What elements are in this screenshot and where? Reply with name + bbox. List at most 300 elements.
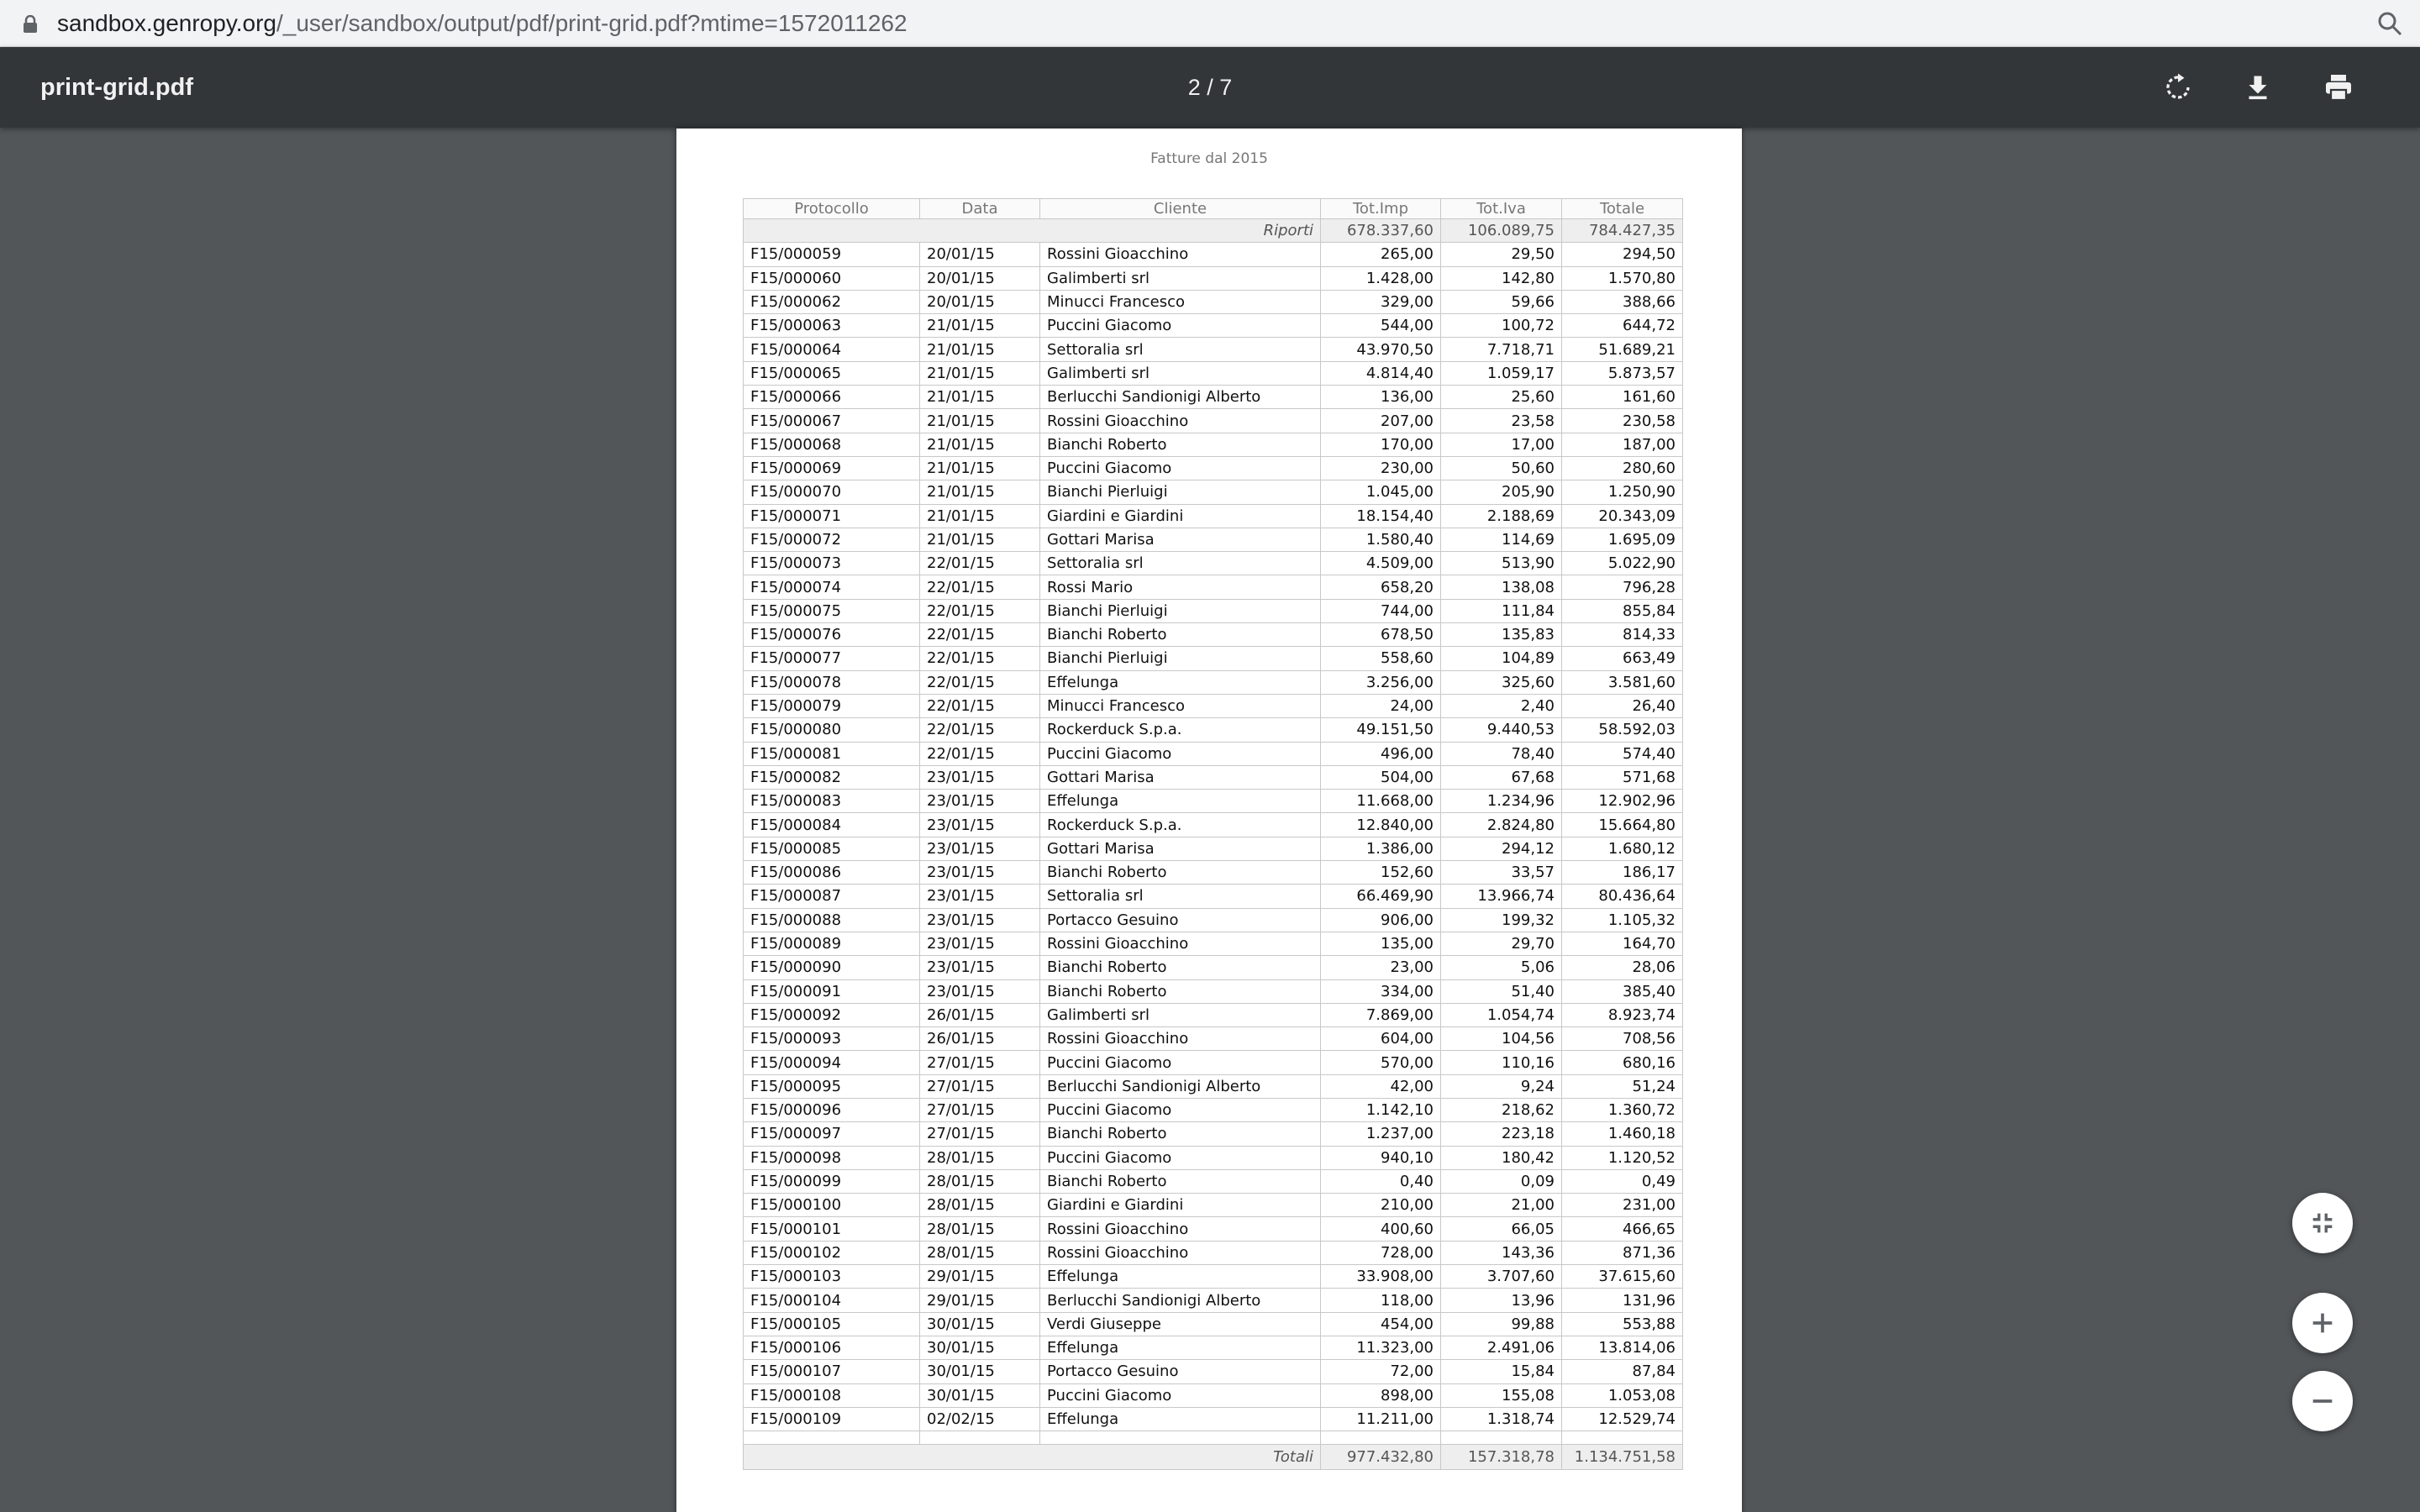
protocollo-cell: F15/000090: [744, 956, 920, 979]
totale-cell: 796,28: [1562, 575, 1683, 599]
zoom-in-button[interactable]: [2292, 1293, 2353, 1353]
data-cell: 23/01/15: [920, 908, 1040, 932]
protocollo-cell: F15/000063: [744, 314, 920, 338]
page-header: Fatture dal 2015: [1150, 150, 1268, 167]
totale-cell: 3.581,60: [1562, 670, 1683, 694]
data-cell: 22/01/15: [920, 623, 1040, 647]
tot-imp-cell: 728,00: [1321, 1241, 1441, 1264]
data-cell: 22/01/15: [920, 552, 1040, 575]
url-path: /_user/sandbox/output/pdf/print-grid.pdf?mtime=1572011262: [276, 10, 908, 36]
table-row: [744, 647, 1683, 670]
protocollo-cell: F15/000095: [744, 1074, 920, 1098]
protocollo-cell: F15/000082: [744, 765, 920, 789]
table-row: [744, 742, 1683, 765]
protocollo-cell: F15/000081: [744, 742, 920, 765]
data-cell: 23/01/15: [920, 956, 1040, 979]
data-cell: 21/01/15: [920, 504, 1040, 528]
totale-cell: 1.105,32: [1562, 908, 1683, 932]
data-cell: 30/01/15: [920, 1383, 1040, 1407]
table-row: [744, 1312, 1683, 1336]
totale-cell: 28,06: [1562, 956, 1683, 979]
totale-cell: 1.053,08: [1562, 1383, 1683, 1407]
tot-imp-cell: 49.151,50: [1321, 718, 1441, 742]
table-row: [744, 861, 1683, 885]
totali-row: [744, 1445, 1683, 1470]
column-header: Tot.Iva: [1441, 199, 1562, 219]
tot-imp-cell: 42,00: [1321, 1074, 1441, 1098]
data-cell: 20/01/15: [920, 290, 1040, 313]
table-row: [744, 1217, 1683, 1241]
table-row: [744, 1383, 1683, 1407]
data-cell: 02/02/15: [920, 1407, 1040, 1431]
cliente-cell: Berlucchi Sandionigi Alberto: [1040, 386, 1321, 409]
totale-cell: 385,40: [1562, 979, 1683, 1003]
cliente-cell: Rockerduck S.p.a.: [1040, 813, 1321, 837]
tot-iva-cell: 100,72: [1441, 314, 1562, 338]
tot-iva-cell: 1.234,96: [1441, 790, 1562, 813]
data-cell: 27/01/15: [920, 1122, 1040, 1146]
table-row: [744, 694, 1683, 717]
protocollo-cell: F15/000078: [744, 670, 920, 694]
cliente-cell: Puccini Giacomo: [1040, 742, 1321, 765]
data-cell: 30/01/15: [920, 1336, 1040, 1359]
tot-iva-cell: 5,06: [1441, 956, 1562, 979]
tot-iva-cell: 325,60: [1441, 670, 1562, 694]
tot-imp-cell: 558,60: [1321, 647, 1441, 670]
protocollo-cell: F15/000077: [744, 647, 920, 670]
protocollo-cell: F15/000062: [744, 290, 920, 313]
pdf-page: [676, 129, 1742, 1512]
table-row: [744, 314, 1683, 338]
data-cell: 27/01/15: [920, 1098, 1040, 1121]
tot-imp-cell: 544,00: [1321, 314, 1441, 338]
protocollo-cell: F15/000085: [744, 837, 920, 860]
tot-imp-cell: 12.840,00: [1321, 813, 1441, 837]
column-header: Tot.Imp: [1321, 199, 1441, 219]
totale-cell: 1.680,12: [1562, 837, 1683, 860]
protocollo-cell: F15/000105: [744, 1312, 920, 1336]
tot-iva-cell: 59,66: [1441, 290, 1562, 313]
data-cell: 30/01/15: [920, 1312, 1040, 1336]
document-title: print-grid.pdf: [40, 74, 194, 101]
totale-cell: 1.250,90: [1562, 480, 1683, 504]
tot-iva-cell: 9,24: [1441, 1074, 1562, 1098]
tot-iva-cell: 50,60: [1441, 456, 1562, 480]
totale-cell: 231,00: [1562, 1194, 1683, 1217]
print-icon: [2323, 72, 2354, 102]
tot-imp-cell: 72,00: [1321, 1360, 1441, 1383]
protocollo-cell: F15/000088: [744, 908, 920, 932]
cliente-cell: Effelunga: [1040, 1265, 1321, 1289]
cliente-cell: Settoralia srl: [1040, 885, 1321, 908]
table-row: [744, 1169, 1683, 1193]
table-row: [744, 1241, 1683, 1264]
table-row: [744, 1051, 1683, 1074]
protocollo-cell: F15/000094: [744, 1051, 920, 1074]
cliente-cell: Settoralia srl: [1040, 338, 1321, 361]
data-cell: 22/01/15: [920, 599, 1040, 622]
cliente-cell: Bianchi Roberto: [1040, 956, 1321, 979]
table-row: [744, 1122, 1683, 1146]
data-cell: 23/01/15: [920, 932, 1040, 955]
totale-cell: 571,68: [1562, 765, 1683, 789]
tot-iva-cell: 199,32: [1441, 908, 1562, 932]
tot-imp-cell: 4.814,40: [1321, 361, 1441, 385]
protocollo-cell: F15/000108: [744, 1383, 920, 1407]
totale-cell: 37.615,60: [1562, 1265, 1683, 1289]
invoice-table: [743, 198, 1683, 1470]
pdf-toolbar: [0, 47, 2420, 128]
riporti-tot: 784.427,35: [1562, 219, 1683, 243]
protocollo-cell: F15/000087: [744, 885, 920, 908]
data-cell: 29/01/15: [920, 1265, 1040, 1289]
totale-cell: 164,70: [1562, 932, 1683, 955]
table-row: [744, 409, 1683, 433]
riporti-iva: 106.089,75: [1441, 219, 1562, 243]
tot-iva-cell: 33,57: [1441, 861, 1562, 885]
tot-imp-cell: 744,00: [1321, 599, 1441, 622]
data-cell: 22/01/15: [920, 718, 1040, 742]
table-row: [744, 552, 1683, 575]
table-row: [744, 1289, 1683, 1312]
cliente-cell: Gottari Marisa: [1040, 528, 1321, 551]
cliente-cell: Effelunga: [1040, 790, 1321, 813]
totale-cell: 26,40: [1562, 694, 1683, 717]
tot-iva-cell: 104,56: [1441, 1027, 1562, 1051]
cliente-cell: Berlucchi Sandionigi Alberto: [1040, 1289, 1321, 1312]
download-icon: [2243, 72, 2273, 102]
lock-icon: [22, 15, 39, 34]
protocollo-cell: F15/000096: [744, 1098, 920, 1121]
zoom-out-button[interactable]: [2292, 1371, 2353, 1431]
data-cell: 29/01/15: [920, 1289, 1040, 1312]
protocollo-cell: F15/000076: [744, 623, 920, 647]
tot-imp-cell: 33.908,00: [1321, 1265, 1441, 1289]
totale-cell: 466,65: [1562, 1217, 1683, 1241]
data-cell: 28/01/15: [920, 1241, 1040, 1264]
tot-imp-cell: 170,00: [1321, 433, 1441, 456]
protocollo-cell: F15/000083: [744, 790, 920, 813]
tot-iva-cell: 111,84: [1441, 599, 1562, 622]
data-cell: 21/01/15: [920, 528, 1040, 551]
protocollo-cell: F15/000109: [744, 1407, 920, 1431]
table-row: [744, 599, 1683, 622]
data-cell: 21/01/15: [920, 409, 1040, 433]
cliente-cell: Settoralia srl: [1040, 552, 1321, 575]
totale-cell: 280,60: [1562, 456, 1683, 480]
totale-cell: 187,00: [1562, 433, 1683, 456]
totale-cell: 20.343,09: [1562, 504, 1683, 528]
cliente-cell: Bianchi Pierluigi: [1040, 480, 1321, 504]
tot-imp-cell: 1.428,00: [1321, 266, 1441, 290]
cliente-cell: Rossini Gioacchino: [1040, 1027, 1321, 1051]
cliente-cell: Portacco Gesuino: [1040, 1360, 1321, 1383]
protocollo-cell: F15/000059: [744, 243, 920, 266]
data-cell: 22/01/15: [920, 670, 1040, 694]
tot-imp-cell: 454,00: [1321, 1312, 1441, 1336]
tot-iva-cell: 180,42: [1441, 1146, 1562, 1169]
tot-imp-cell: 11.211,00: [1321, 1407, 1441, 1431]
tot-imp-cell: 334,00: [1321, 979, 1441, 1003]
table-row: [744, 932, 1683, 955]
data-cell: 22/01/15: [920, 647, 1040, 670]
cliente-cell: Puccini Giacomo: [1040, 456, 1321, 480]
tot-imp-cell: 207,00: [1321, 409, 1441, 433]
magnifier-icon[interactable]: [2376, 10, 2403, 37]
totale-cell: 814,33: [1562, 623, 1683, 647]
tot-iva-cell: 13.966,74: [1441, 885, 1562, 908]
totale-cell: 871,36: [1562, 1241, 1683, 1264]
url-host: sandbox.genropy.org: [57, 10, 276, 36]
totale-cell: 855,84: [1562, 599, 1683, 622]
cliente-cell: Rossini Gioacchino: [1040, 1241, 1321, 1264]
table-row: [744, 1360, 1683, 1383]
totale-cell: 1.695,09: [1562, 528, 1683, 551]
cliente-cell: Bianchi Pierluigi: [1040, 599, 1321, 622]
cliente-cell: Portacco Gesuino: [1040, 908, 1321, 932]
tot-imp-cell: 906,00: [1321, 908, 1441, 932]
cliente-cell: Bianchi Roberto: [1040, 861, 1321, 885]
data-cell: 23/01/15: [920, 861, 1040, 885]
riporti-label: Riporti: [744, 219, 1321, 243]
totale-cell: 0,49: [1562, 1169, 1683, 1193]
totale-cell: 8.923,74: [1562, 1003, 1683, 1026]
tot-iva-cell: 104,89: [1441, 647, 1562, 670]
table-row: [744, 1194, 1683, 1217]
tot-iva-cell: 51,40: [1441, 979, 1562, 1003]
download-button[interactable]: [2238, 67, 2278, 108]
totale-cell: 15.664,80: [1562, 813, 1683, 837]
totale-cell: 708,56: [1562, 1027, 1683, 1051]
cliente-cell: Bianchi Roberto: [1040, 433, 1321, 456]
totale-cell: 663,49: [1562, 647, 1683, 670]
tot-iva-cell: 114,69: [1441, 528, 1562, 551]
data-cell: 23/01/15: [920, 885, 1040, 908]
table-row: [744, 528, 1683, 551]
table-header-row: [744, 199, 1683, 219]
totale-cell: 131,96: [1562, 1289, 1683, 1312]
tot-iva-cell: 13,96: [1441, 1289, 1562, 1312]
tot-imp-cell: 329,00: [1321, 290, 1441, 313]
data-cell: 21/01/15: [920, 433, 1040, 456]
table-row: [744, 243, 1683, 266]
rotate-icon: [2163, 72, 2193, 102]
rotate-button[interactable]: [2158, 67, 2198, 108]
tot-iva-cell: 143,36: [1441, 1241, 1562, 1264]
tot-imp-cell: 1.142,10: [1321, 1098, 1441, 1121]
tot-imp-cell: 898,00: [1321, 1383, 1441, 1407]
cliente-cell: Bianchi Roberto: [1040, 1122, 1321, 1146]
protocollo-cell: F15/000102: [744, 1241, 920, 1264]
table-row: [744, 338, 1683, 361]
tot-imp-cell: 11.323,00: [1321, 1336, 1441, 1359]
protocollo-cell: F15/000074: [744, 575, 920, 599]
tot-imp-cell: 66.469,90: [1321, 885, 1441, 908]
cliente-cell: Puccini Giacomo: [1040, 314, 1321, 338]
totale-cell: 1.570,80: [1562, 266, 1683, 290]
protocollo-cell: F15/000071: [744, 504, 920, 528]
table-row: [744, 575, 1683, 599]
tot-iva-cell: 2.824,80: [1441, 813, 1562, 837]
totale-cell: 5.873,57: [1562, 361, 1683, 385]
totale-cell: 87,84: [1562, 1360, 1683, 1383]
table-row: [744, 386, 1683, 409]
cliente-cell: Bianchi Roberto: [1040, 1169, 1321, 1193]
tot-iva-cell: 223,18: [1441, 1122, 1562, 1146]
cliente-cell: Puccini Giacomo: [1040, 1051, 1321, 1074]
table-row: [744, 623, 1683, 647]
data-cell: 20/01/15: [920, 243, 1040, 266]
protocollo-cell: F15/000084: [744, 813, 920, 837]
tot-iva-cell: 110,16: [1441, 1051, 1562, 1074]
tot-iva-cell: 23,58: [1441, 409, 1562, 433]
tot-imp-cell: 118,00: [1321, 1289, 1441, 1312]
tot-imp-cell: 7.869,00: [1321, 1003, 1441, 1026]
table-row: [744, 361, 1683, 385]
table-row: [744, 813, 1683, 837]
totale-cell: 5.022,90: [1562, 552, 1683, 575]
tot-imp-cell: 136,00: [1321, 386, 1441, 409]
totale-cell: 388,66: [1562, 290, 1683, 313]
protocollo-cell: F15/000065: [744, 361, 920, 385]
data-cell: 23/01/15: [920, 765, 1040, 789]
table-row: [744, 885, 1683, 908]
cliente-cell: Rossini Gioacchino: [1040, 1217, 1321, 1241]
data-cell: 22/01/15: [920, 694, 1040, 717]
protocollo-cell: F15/000072: [744, 528, 920, 551]
protocollo-cell: F15/000073: [744, 552, 920, 575]
protocollo-cell: F15/000092: [744, 1003, 920, 1026]
totale-cell: 680,16: [1562, 1051, 1683, 1074]
cliente-cell: Galimberti srl: [1040, 1003, 1321, 1026]
data-cell: 21/01/15: [920, 386, 1040, 409]
table-row: [744, 765, 1683, 789]
protocollo-cell: F15/000093: [744, 1027, 920, 1051]
data-cell: 23/01/15: [920, 790, 1040, 813]
cliente-cell: Minucci Francesco: [1040, 694, 1321, 717]
protocollo-cell: F15/000080: [744, 718, 920, 742]
data-cell: 26/01/15: [920, 1027, 1040, 1051]
tot-imp-cell: 1.237,00: [1321, 1122, 1441, 1146]
data-cell: 27/01/15: [920, 1074, 1040, 1098]
cliente-cell: Rossini Gioacchino: [1040, 243, 1321, 266]
tot-iva-cell: 29,50: [1441, 243, 1562, 266]
column-header: Cliente: [1040, 199, 1321, 219]
cliente-cell: Puccini Giacomo: [1040, 1146, 1321, 1169]
print-button[interactable]: [2318, 67, 2359, 108]
tot-iva-cell: 15,84: [1441, 1360, 1562, 1383]
table-row: [744, 790, 1683, 813]
table-row: [744, 1027, 1683, 1051]
data-cell: 30/01/15: [920, 1360, 1040, 1383]
tot-imp-cell: 11.668,00: [1321, 790, 1441, 813]
data-cell: 23/01/15: [920, 979, 1040, 1003]
cliente-cell: Gottari Marisa: [1040, 765, 1321, 789]
totali-iva: 157.318,78: [1441, 1445, 1562, 1470]
column-header: Totale: [1562, 199, 1683, 219]
tot-iva-cell: 138,08: [1441, 575, 1562, 599]
cliente-cell: Giardini e Giardini: [1040, 1194, 1321, 1217]
table-row: [744, 837, 1683, 860]
tot-iva-cell: 1.059,17: [1441, 361, 1562, 385]
cliente-cell: Rossini Gioacchino: [1040, 409, 1321, 433]
url-text[interactable]: [57, 0, 908, 47]
tot-iva-cell: 0,09: [1441, 1169, 1562, 1193]
tot-iva-cell: 78,40: [1441, 742, 1562, 765]
cliente-cell: Gottari Marisa: [1040, 837, 1321, 860]
tot-iva-cell: 2.188,69: [1441, 504, 1562, 528]
tot-imp-cell: 940,10: [1321, 1146, 1441, 1169]
protocollo-cell: F15/000104: [744, 1289, 920, 1312]
table-body: [744, 219, 1683, 1431]
data-cell: 27/01/15: [920, 1051, 1040, 1074]
table-row: [744, 433, 1683, 456]
table-row: [744, 1146, 1683, 1169]
data-cell: 21/01/15: [920, 456, 1040, 480]
tot-imp-cell: 4.509,00: [1321, 552, 1441, 575]
tot-iva-cell: 3.707,60: [1441, 1265, 1562, 1289]
tot-iva-cell: 67,68: [1441, 765, 1562, 789]
fit-to-page-button[interactable]: [2292, 1193, 2353, 1253]
protocollo-cell: F15/000079: [744, 694, 920, 717]
totali-imp: 977.432,80: [1321, 1445, 1441, 1470]
protocollo-cell: F15/000099: [744, 1169, 920, 1193]
cliente-cell: Rockerduck S.p.a.: [1040, 718, 1321, 742]
data-cell: 21/01/15: [920, 314, 1040, 338]
cliente-cell: Berlucchi Sandionigi Alberto: [1040, 1074, 1321, 1098]
protocollo-cell: F15/000066: [744, 386, 920, 409]
totale-cell: 1.360,72: [1562, 1098, 1683, 1121]
tot-iva-cell: 218,62: [1441, 1098, 1562, 1121]
tot-imp-cell: 604,00: [1321, 1027, 1441, 1051]
tot-imp-cell: 504,00: [1321, 765, 1441, 789]
totale-cell: 1.120,52: [1562, 1146, 1683, 1169]
data-cell: 21/01/15: [920, 338, 1040, 361]
tot-imp-cell: 210,00: [1321, 1194, 1441, 1217]
data-cell: 28/01/15: [920, 1217, 1040, 1241]
protocollo-cell: F15/000075: [744, 599, 920, 622]
blank-row: [744, 1431, 1683, 1445]
tot-imp-cell: 24,00: [1321, 694, 1441, 717]
zoom-in-icon: [2308, 1309, 2337, 1337]
table-row: [744, 718, 1683, 742]
cliente-cell: Effelunga: [1040, 1336, 1321, 1359]
address-bar[interactable]: [0, 0, 2420, 47]
tot-imp-cell: 265,00: [1321, 243, 1441, 266]
tot-iva-cell: 17,00: [1441, 433, 1562, 456]
tot-iva-cell: 66,05: [1441, 1217, 1562, 1241]
cliente-cell: Giardini e Giardini: [1040, 504, 1321, 528]
protocollo-cell: F15/000089: [744, 932, 920, 955]
tot-imp-cell: 3.256,00: [1321, 670, 1441, 694]
totale-cell: 553,88: [1562, 1312, 1683, 1336]
protocollo-cell: F15/000086: [744, 861, 920, 885]
protocollo-cell: F15/000068: [744, 433, 920, 456]
tot-imp-cell: 152,60: [1321, 861, 1441, 885]
cliente-cell: Puccini Giacomo: [1040, 1383, 1321, 1407]
tot-iva-cell: 1.054,74: [1441, 1003, 1562, 1026]
totale-cell: 644,72: [1562, 314, 1683, 338]
tot-iva-cell: 155,08: [1441, 1383, 1562, 1407]
tot-imp-cell: 400,60: [1321, 1217, 1441, 1241]
table-row: [744, 290, 1683, 313]
table-row: [744, 480, 1683, 504]
tot-imp-cell: 1.045,00: [1321, 480, 1441, 504]
tot-imp-cell: 43.970,50: [1321, 338, 1441, 361]
table-row: [744, 504, 1683, 528]
cliente-cell: Rossini Gioacchino: [1040, 932, 1321, 955]
table-row: [744, 1003, 1683, 1026]
